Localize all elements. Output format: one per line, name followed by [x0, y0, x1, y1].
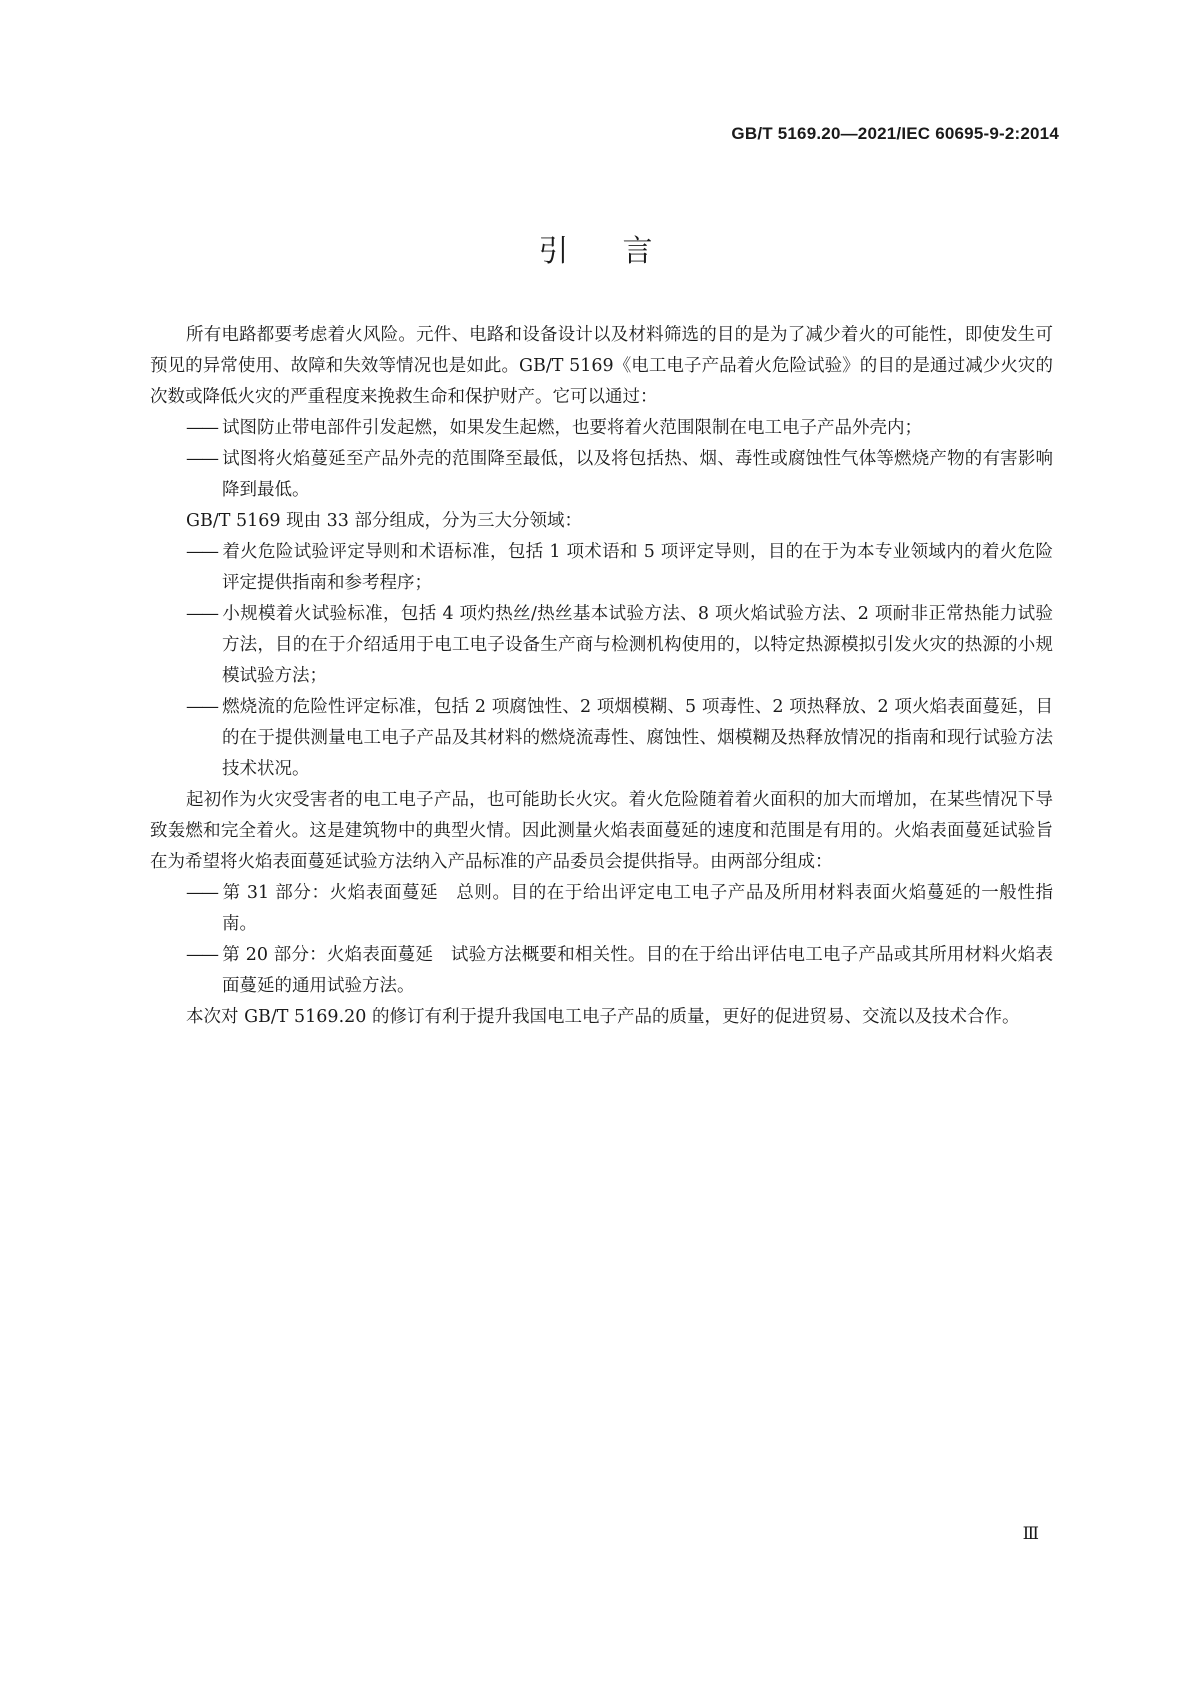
paragraph: GB/T 5169 现由 33 部分组成，分为三大分领域：	[186, 511, 582, 531]
dash-list-item	[150, 444, 1053, 506]
list-item-text: 着火危险试验评定导则和术语标准，包括 1 项术语和 5 项评定导则，目的在于为本专业领域内的着火危险评定提供指南和参考程序；	[222, 542, 1053, 593]
dash-list-item	[150, 599, 1053, 692]
dash-mark: ——	[186, 604, 217, 624]
list-item-text: 小规模着火试验标准，包括 4 项灼热丝/热丝基本试验方法、8 项火焰试验方法、2 项耐非正常热能力试验方法，目的在于介绍适用于电工电子设备生产商与检测机构使用的，以特定热源模拟引发火灾的热源的小规模试验方法；	[222, 604, 1053, 686]
dash-list-item	[150, 692, 1053, 785]
page-number: Ⅲ	[1022, 1524, 1039, 1544]
dash-mark: ——	[186, 542, 217, 562]
list-item-text: 试图将火焰蔓延至产品外壳的范围降至最低，以及将包括热、烟、毒性或腐蚀性气体等燃烧产物的有害影响降到最低。	[222, 449, 1053, 500]
list-item-text: 燃烧流的危险性评定标准，包括 2 项腐蚀性、2 项烟模糊、5 项毒性、2 项热释放、2 项火焰表面蔓延，目的在于提供测量电工电子产品及其材料的燃烧流毒性、腐蚀性、烟模糊及热释放情况的指南和现行试验方法技术状况。	[222, 697, 1053, 779]
dash-list-item	[150, 537, 1053, 599]
list-item-text: 第 20 部分：火焰表面蔓延 试验方法概要和相关性。目的在于给出评估电工电子产品或其所用材料火焰表面蔓延的通用试验方法。	[222, 945, 1053, 996]
paragraph: 起初作为火灾受害者的电工电子产品，也可能助长火灾。着火危险随着着火面积的加大而增加，在某些情况下导致轰燃和完全着火。这是建筑物中的典型火情。因此测量火焰表面蔓延的速度和范围是有用的。火焰表面蔓延试验旨在为希望将火焰表面蔓延试验方法纳入产品标准的产品委员会提供指导。由两部分组成：	[150, 790, 1053, 872]
list-item-text: 第 31 部分：火焰表面蔓延 总则。目的在于给出评定电工电子产品及所用材料表面火焰蔓延的一般性指南。	[222, 883, 1053, 934]
dash-mark: ——	[186, 449, 217, 469]
body-text	[150, 320, 1053, 1033]
dash-mark: ——	[186, 883, 217, 903]
list-item-text: 试图防止带电部件引发起燃，如果发生起燃，也要将着火范围限制在电工电子产品外壳内；	[222, 418, 922, 438]
dash-list-item	[150, 940, 1053, 1002]
dash-mark: ——	[186, 697, 217, 717]
dash-mark: ——	[186, 418, 217, 438]
paragraph: 所有电路都要考虑着火风险。元件、电路和设备设计以及材料筛选的目的是为了减少着火的可能性，即使发生可预见的异常使用、故障和失效等情况也是如此。GB/T 5169《电工电子产品着火危险试验》的目的是通过减少火灾的次数或降低火灾的严重程度来挽救生命和保护财产。它可以通过：	[150, 325, 1053, 407]
paragraph: 本次对 GB/T 5169.20 的修订有利于提升我国电工电子产品的质量，更好的促进贸易、交流以及技术合作。	[186, 1007, 1020, 1027]
dash-mark: ——	[186, 945, 217, 965]
section-title: 引言	[538, 234, 707, 269]
dash-list-item	[150, 413, 1053, 444]
dash-list-item	[150, 878, 1053, 940]
standard-number: GB/T 5169.20—2021/IEC 60695-9-2:2014	[731, 124, 1059, 143]
